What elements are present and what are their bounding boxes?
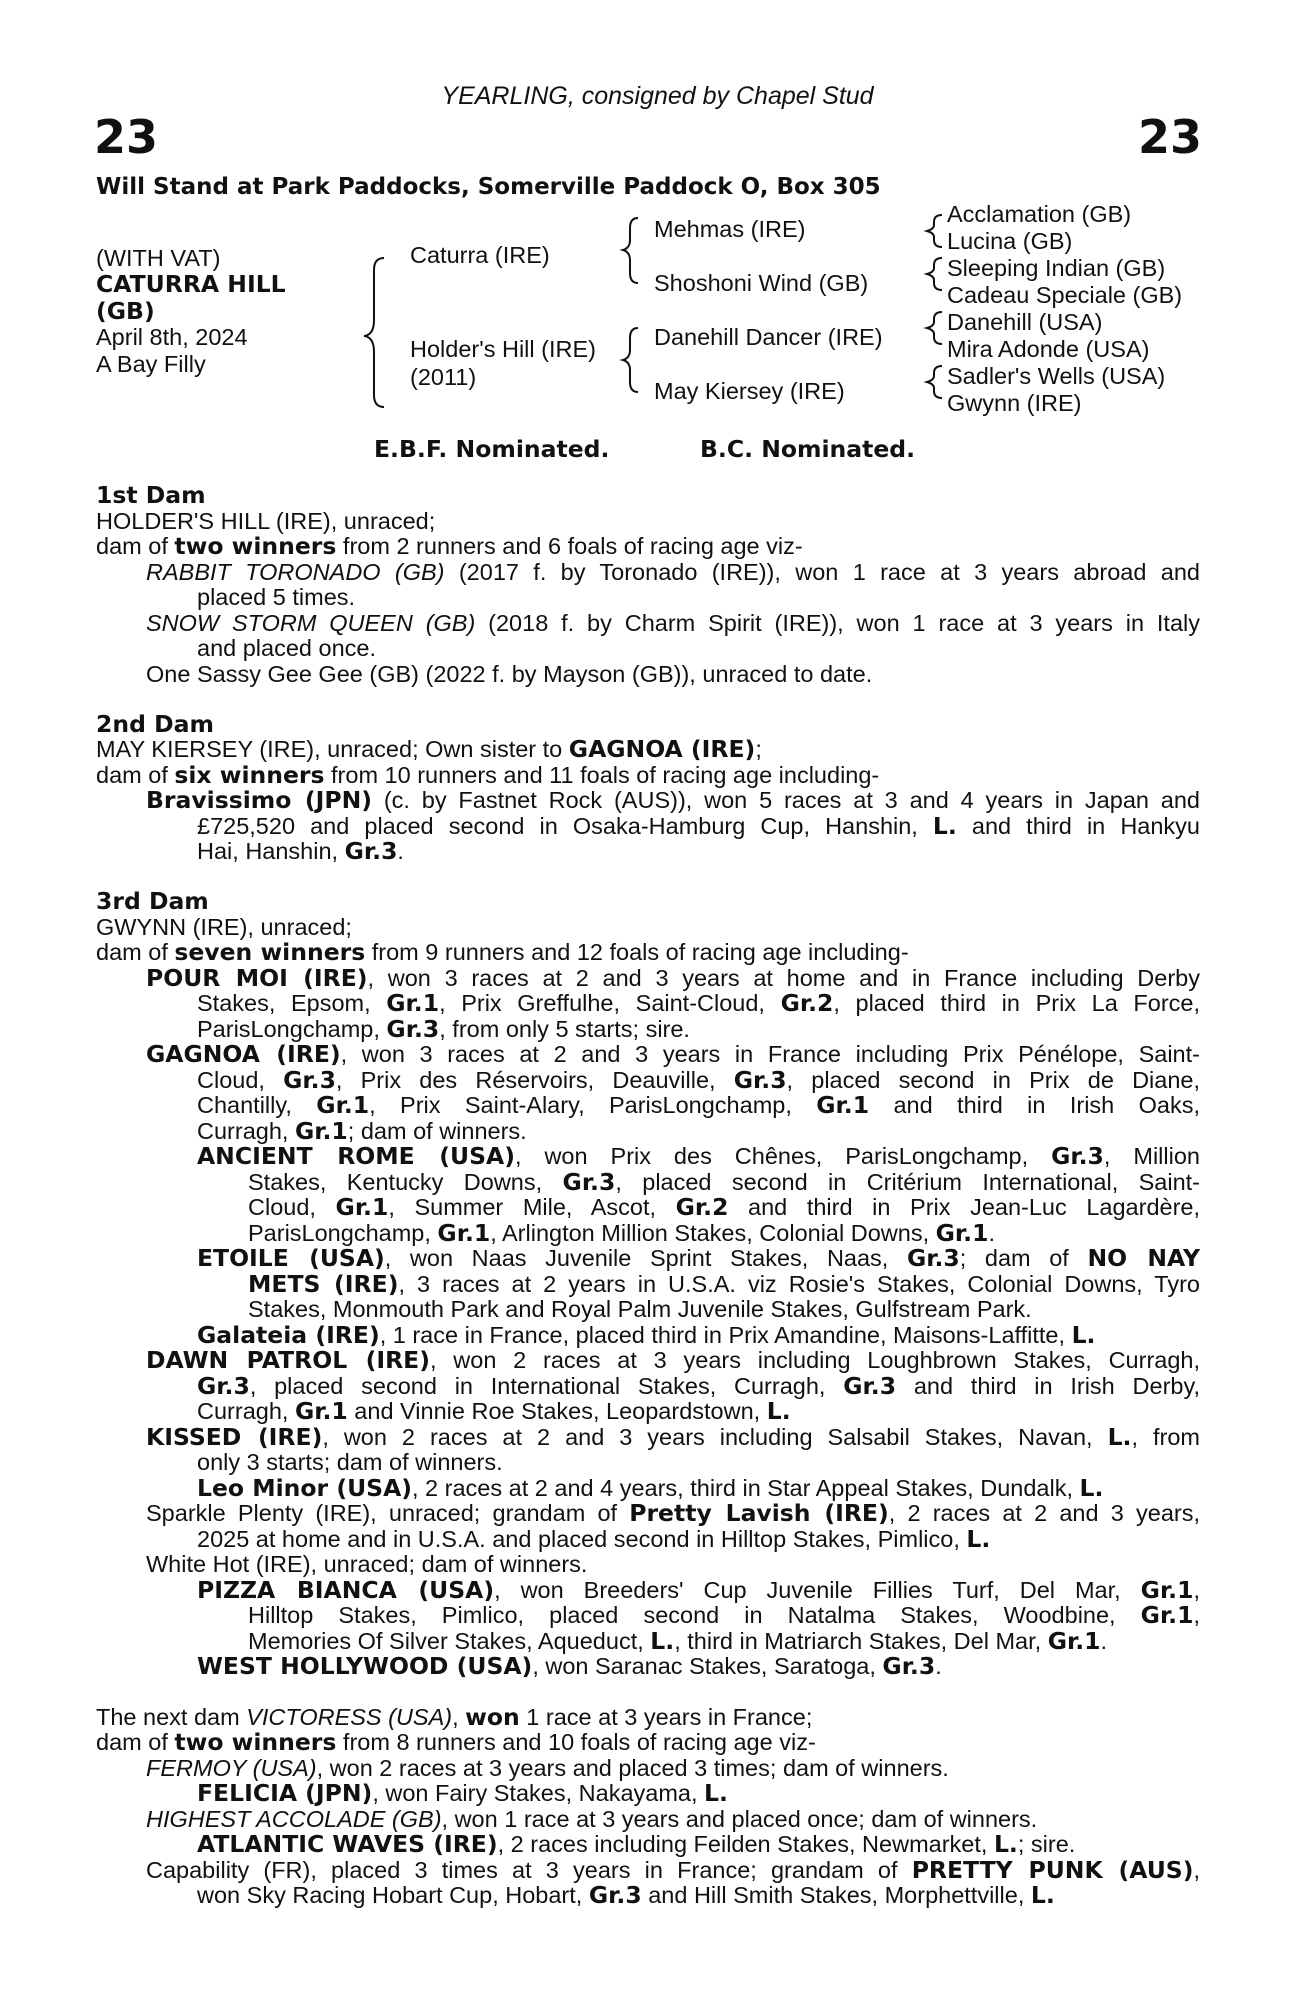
west-hollywood-line: WEST HOLLYWOOD (USA), won Saranac Stakes, Saratoga, Gr.3.: [197, 1652, 942, 1680]
pour-moi-line-2: Stakes, Epsom, Gr.1, Prix Greffulhe, Saint-Cloud, Gr.2, placed third in Prix La Force,: [197, 989, 1200, 1017]
first-dam-summary: dam of two winners from 2 runners and 6 foals of racing age viz-: [96, 532, 803, 560]
leo-minor-line: Leo Minor (USA), 2 races at 2 and 4 years, third in Star Appeal Stakes, Dundalk, L.: [197, 1474, 1104, 1502]
horse-name: CATURRA HILL: [96, 270, 286, 298]
brace-main: [364, 258, 384, 407]
pedigree-dds: Sadler's Wells (USA): [947, 363, 1166, 389]
pedigree-ssd: Lucina (GB): [947, 228, 1073, 254]
pedigree-sire-dam: Shoshoni Wind (GB): [654, 270, 869, 296]
brace-ds: [927, 312, 942, 344]
pedigree-dam: Holder's Hill (IRE): [410, 336, 596, 362]
third-dam-line: GWYNN (IRE), unraced;: [96, 914, 352, 940]
etoile-line-2: METS (IRE), 3 races at 2 years in U.S.A. viz Rosie's Stakes, Colonial Downs, Tyro: [248, 1270, 1200, 1298]
highest-accolade-line: HIGHEST ACCOLADE (GB), won 1 race at 3 years and placed once; dam of winners.: [146, 1806, 1038, 1832]
pedigree-sss: Acclamation (GB): [947, 201, 1132, 227]
page-subtitle: YEARLING, consigned by Chapel Stud: [441, 82, 874, 110]
gagnoa-line-1: GAGNOA (IRE), won 3 races at 2 and 3 years in France including Prix Pénélope, Saint-: [146, 1040, 1200, 1068]
pour-moi-line-1: POUR MOI (IRE), won 3 races at 2 and 3 years at home and in France including Derby: [146, 964, 1200, 992]
first-dam-line: HOLDER'S HILL (IRE), unraced;: [96, 508, 436, 534]
capability-line-1: Capability (FR), placed 3 times at 3 years in France; grandam of PRETTY PUNK (AUS),: [146, 1856, 1200, 1884]
gagnoa-line-4: Curragh, Gr.1; dam of winners.: [197, 1117, 527, 1145]
lot-number-right: 23: [1137, 110, 1202, 164]
lot-number-left: 23: [94, 110, 159, 164]
galateia-line: Galateia (IRE), 1 race in France, placed third in Prix Amandine, Maisons-Laffitte, L.: [197, 1321, 1096, 1349]
ancient-rome-line-3: Cloud, Gr.1, Summer Mile, Ascot, Gr.2 and third in Prix Jean-Luc Lagardère,: [248, 1193, 1201, 1221]
horse-name-country: (GB): [96, 297, 155, 325]
dawn-patrol-line-1: DAWN PATROL (IRE), won 2 races at 3 years including Loughbrown Stakes, Curragh,: [146, 1346, 1201, 1374]
second-dam-runner-1-cont2: Hai, Hanshin, Gr.3.: [197, 837, 404, 865]
second-dam-runner-1: Bravissimo (JPN) (c. by Fastnet Rock (AUS)), won 5 races at 3 and 4 years in Japan and: [146, 786, 1200, 814]
pour-moi-line-3: ParisLongchamp, Gr.3, from only 5 starts; sire.: [197, 1015, 690, 1043]
capability-line-2: won Sky Racing Hobart Cup, Hobart, Gr.3 and Hill Smith Stakes, Morphettville, L.: [197, 1881, 1055, 1909]
kissed-line-2: only 3 starts; dam of winners.: [197, 1449, 503, 1475]
pedigree-dam-sire: Danehill Dancer (IRE): [654, 324, 883, 350]
ebf-nomination: E.B.F. Nominated.: [374, 435, 610, 463]
second-dam-summary: dam of six winners from 10 runners and 11 foals of racing age including-: [96, 761, 880, 789]
horse-description: A Bay Filly: [96, 351, 206, 377]
pedigree-dsd: Mira Adonde (USA): [947, 336, 1150, 362]
brace-dd: [927, 366, 942, 398]
pedigree-sire: Caturra (IRE): [410, 242, 550, 268]
dawn-patrol-line-3: Curragh, Gr.1 and Vinnie Roe Stakes, Leopardstown, L.: [197, 1397, 791, 1425]
first-dam-runner-1-cont: placed 5 times.: [197, 584, 356, 610]
brace-sd: [927, 258, 942, 290]
stand-location: Will Stand at Park Paddocks, Somerville Paddock O, Box 305: [96, 174, 881, 200]
dawn-patrol-line-2: Gr.3, placed second in International Stakes, Curragh, Gr.3 and third in Irish Derby,: [197, 1372, 1200, 1400]
pedigree-dss: Danehill (USA): [947, 309, 1103, 335]
vat-note: (WITH VAT): [96, 245, 221, 271]
gagnoa-line-2: Cloud, Gr.3, Prix des Réservoirs, Deauville, Gr.3, placed second in Prix de Diane,: [197, 1066, 1200, 1094]
first-dam-runner-1: RABBIT TORONADO (GB) (2017 f. by Toronado (IRE)), won 1 race at 3 years abroad and: [146, 559, 1200, 585]
etoile-line-3: Stakes, Monmouth Park and Royal Palm Juvenile Stakes, Gulfstream Park.: [248, 1296, 1032, 1322]
fermoy-line: FERMOY (USA), won 2 races at 3 years and placed 3 times; dam of winners.: [146, 1755, 949, 1781]
first-dam-runner-2-cont: and placed once.: [197, 635, 377, 661]
second-dam-runner-1-cont: £725,520 and placed second in Osaka-Hamburg Cup, Hanshin, L. and third in Hankyu: [197, 812, 1200, 840]
pizza-bianca-line-2: Hilltop Stakes, Pimlico, placed second in Natalma Stakes, Woodbine, Gr.1,: [248, 1601, 1200, 1629]
felicia-line: FELICIA (JPN), won Fairy Stakes, Nakayama, L.: [197, 1779, 728, 1807]
next-dam-line: The next dam VICTORESS (USA), won 1 race at 3 years in France;: [96, 1703, 813, 1731]
pedigree-sire-sire: Mehmas (IRE): [654, 216, 806, 242]
sparkle-plenty-line-2: 2025 at home and in U.S.A. and placed second in Hilltop Stakes, Pimlico, L.: [197, 1525, 991, 1553]
kissed-line-1: KISSED (IRE), won 2 races at 2 and 3 years including Salsabil Stakes, Navan, L., from: [146, 1423, 1200, 1451]
pizza-bianca-line-3: Memories Of Silver Stakes, Aqueduct, L., third in Matriarch Stakes, Del Mar, Gr.1.: [248, 1627, 1108, 1655]
second-dam-heading: 2nd Dam: [96, 710, 214, 738]
brace-dam: [623, 328, 638, 392]
atlantic-waves-line: ATLANTIC WAVES (IRE), 2 races including Feilden Stakes, Newmarket, L.; sire.: [197, 1830, 1076, 1858]
pedigree-ddd: Gwynn (IRE): [947, 390, 1082, 416]
pedigree-sds: Sleeping Indian (GB): [947, 255, 1166, 281]
ancient-rome-line-1: ANCIENT ROME (USA), won Prix des Chênes, ParisLongchamp, Gr.3, Million: [197, 1142, 1200, 1170]
sparkle-plenty-line-1: Sparkle Plenty (IRE), unraced; grandam of Pretty Lavish (IRE), 2 races at 2 and 3 years,: [146, 1499, 1200, 1527]
second-dam-line: MAY KIERSEY (IRE), unraced; Own sister to GAGNOA (IRE);: [96, 735, 762, 763]
white-hot-line: White Hot (IRE), unraced; dam of winners.: [146, 1551, 588, 1577]
pizza-bianca-line-1: PIZZA BIANCA (USA), won Breeders' Cup Juvenile Fillies Turf, Del Mar, Gr.1,: [197, 1576, 1200, 1604]
first-dam-runner-2: SNOW STORM QUEEN (GB) (2018 f. by Charm Spirit (IRE)), won 1 race at 3 years in Italy: [146, 610, 1200, 636]
ancient-rome-line-2: Stakes, Kentucky Downs, Gr.3, placed second in Critérium International, Saint-: [248, 1168, 1201, 1196]
first-dam-runner-3: One Sassy Gee Gee (GB) (2022 f. by Mayson (GB)), unraced to date.: [146, 661, 873, 687]
first-dam-heading: 1st Dam: [96, 481, 206, 509]
gagnoa-line-3: Chantilly, Gr.1, Prix Saint-Alary, ParisLongchamp, Gr.1 and third in Irish Oaks,: [197, 1091, 1200, 1119]
brace-sire: [623, 218, 638, 283]
third-dam-heading: 3rd Dam: [96, 887, 209, 915]
pedigree-dam-dam: May Kiersey (IRE): [654, 378, 845, 404]
etoile-line-1: ETOILE (USA), won Naas Juvenile Sprint Stakes, Naas, Gr.3; dam of NO NAY: [197, 1244, 1200, 1272]
ancient-rome-line-4: ParisLongchamp, Gr.1, Arlington Million Stakes, Colonial Downs, Gr.1.: [248, 1219, 995, 1247]
next-dam-summary: dam of two winners from 8 runners and 10 foals of racing age viz-: [96, 1728, 816, 1756]
pedigree-sdd: Cadeau Speciale (GB): [947, 282, 1183, 308]
brace-ss: [927, 215, 942, 247]
third-dam-summary: dam of seven winners from 9 runners and 12 foals of racing age including-: [96, 938, 909, 966]
pedigree-dam-year: (2011): [410, 364, 477, 390]
bc-nomination: B.C. Nominated.: [700, 435, 916, 463]
horse-dob: April 8th, 2024: [96, 324, 248, 350]
